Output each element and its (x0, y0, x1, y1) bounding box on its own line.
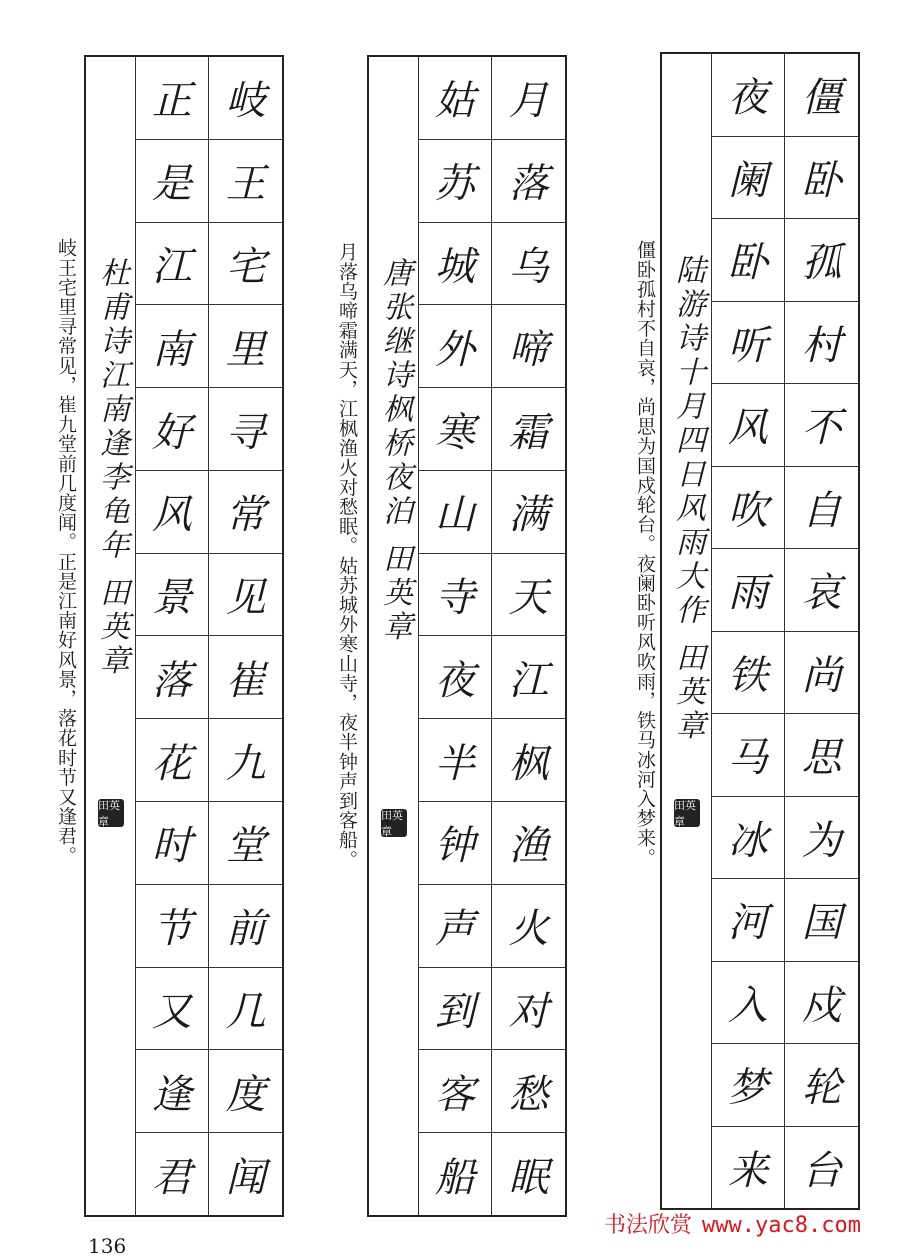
calligraphy-cell: 是 (136, 140, 209, 223)
watermark (604, 1208, 861, 1239)
calligraphy-cell: 船 (434, 1154, 475, 1201)
calligraphy-cell: 景 (136, 554, 209, 637)
calligraphy-cell: 外 (419, 305, 492, 388)
calligraphy-cell: 几 (209, 968, 282, 1051)
calligraphy-cell: 入 (712, 962, 785, 1045)
calligraphy-cell: 夜 (419, 636, 492, 719)
calligraphy-cell: 吹 (712, 467, 785, 550)
seal-stamp: 田英章 (381, 809, 407, 837)
calligraphy-cell: 客 (419, 1050, 492, 1133)
calligraphy-cell: 眠 (508, 1154, 549, 1201)
calligraphy-cell: 梦 (712, 1044, 785, 1127)
calligraphy-cell: 月 (492, 57, 565, 140)
calligraphy-cell: 君 (151, 1154, 192, 1201)
poem-panel-du-fu (84, 55, 284, 1217)
calligraphy-cell: 寺 (419, 554, 492, 637)
poem-panel-zhang-ji (367, 55, 567, 1217)
page-number: 136 (88, 1234, 127, 1258)
calligraphy-cell: 夜 (712, 54, 785, 137)
calligraphy-cell: 啼 (492, 305, 565, 388)
printed-poem-text: 岐王宅里寻常见，崔九堂前几度闻。正是江南好风景，落花时节又逢君。 (55, 238, 77, 866)
calligraphy-cell: 天 (492, 554, 565, 637)
calligraphy-cell: 崔 (209, 636, 282, 719)
calligraphy-cell: 好 (136, 388, 209, 471)
calligraphy-cell: 王 (209, 140, 282, 223)
calligraphy-cell: 思 (785, 714, 858, 797)
calligraphy-cell: 城 (419, 223, 492, 306)
calligraphy-cell: 姑 (419, 57, 492, 140)
calligraphy-cell: 戍 (785, 962, 858, 1045)
calligraphy-cell: 卧 (712, 219, 785, 302)
poem-panel-lu-you (660, 52, 860, 1210)
calligraphy-cell: 九 (209, 719, 282, 802)
printed-poem-text: 僵卧孤村不自哀，尚思为国戍轮台。夜阑卧听风吹雨，铁马冰河入梦来。 (634, 240, 656, 868)
calligraphy-cell: 又 (136, 968, 209, 1051)
right-column (491, 57, 565, 1215)
calligraphy-cell: 河 (712, 879, 785, 962)
calligraphy-cell: 岐 (209, 57, 282, 140)
attribution-column (662, 54, 712, 1208)
calligraphy-cell: 度 (209, 1050, 282, 1133)
calligraphy-cell: 时 (136, 802, 209, 885)
calligraphy-cell: 国 (785, 879, 858, 962)
calligraphy-cell: 愁 (492, 1050, 565, 1133)
calligraphy-cell: 落 (136, 636, 209, 719)
calligraphy-cell: 马 (712, 714, 785, 797)
calligraphy-cell: 不 (785, 384, 858, 467)
calligraphy-cell: 对 (492, 968, 565, 1051)
calligraphy-cell: 村 (785, 302, 858, 385)
calligraphy-cell: 宅 (209, 223, 282, 306)
calligraphy-cell: 花 (136, 719, 209, 802)
calligraphy-cell: 闻 (225, 1154, 266, 1201)
calligraphy-cell: 哀 (785, 549, 858, 632)
calligraphy-cell: 满 (492, 471, 565, 554)
calligraphy-cell: 到 (419, 968, 492, 1051)
calligraphy-cell: 卧 (785, 137, 858, 220)
calligraphy-cell: 逢 (136, 1050, 209, 1133)
calligraphy-cell: 听 (712, 302, 785, 385)
calligraphy-cell: 常 (209, 471, 282, 554)
calligraphy-cell: 来 (727, 1147, 768, 1194)
calligraphy-cell: 霜 (492, 388, 565, 471)
calligraphy-cell: 江 (136, 223, 209, 306)
calligraphy-cell: 尚 (785, 632, 858, 715)
watermark-url: www.yac8.com (702, 1213, 861, 1238)
attribution-text: 唐张继诗枫桥夜泊 田英章 (377, 257, 412, 645)
watermark-label: 书法欣赏 (604, 1213, 693, 1238)
attribution-text: 杜甫诗江南逢李龟年 田英章 (94, 257, 129, 679)
calligraphy-cell: 冰 (712, 797, 785, 880)
calligraphy-cell: 轮 (785, 1044, 858, 1127)
calligraphy-cell: 节 (136, 885, 209, 968)
left-column (136, 57, 209, 1215)
calligraphy-cell: 正 (136, 57, 209, 140)
calligraphy-cell: 枫 (492, 719, 565, 802)
calligraphy-cell: 声 (419, 885, 492, 968)
calligraphy-cell: 半 (419, 719, 492, 802)
attribution-column (86, 57, 136, 1215)
left-column (419, 57, 492, 1215)
calligraphy-cell: 见 (209, 554, 282, 637)
calligraphy-cell: 火 (492, 885, 565, 968)
calligraphy-cell: 乌 (492, 223, 565, 306)
calligraphy-cell: 前 (209, 885, 282, 968)
calligraphy-cell: 风 (712, 384, 785, 467)
calligraphy-cell: 僵 (785, 54, 858, 137)
calligraphy-cell: 寻 (209, 388, 282, 471)
left-column (712, 54, 785, 1208)
printed-poem-text: 月落乌啼霜满天，江枫渔火对愁眠。姑苏城外寒山寺，夜半钟声到客船。 (336, 242, 358, 870)
seal-stamp: 田英章 (674, 799, 700, 827)
calligraphy-cell: 风 (136, 471, 209, 554)
seal-stamp: 田英章 (98, 799, 124, 827)
right-column (784, 54, 858, 1208)
calligraphy-cell: 堂 (209, 802, 282, 885)
attribution-text: 陆游诗十月四日风雨大作 田英章 (670, 254, 705, 744)
calligraphy-cell: 钟 (419, 802, 492, 885)
calligraphy-cell: 江 (492, 636, 565, 719)
calligraphy-cell: 南 (136, 305, 209, 388)
calligraphy-cell: 自 (785, 467, 858, 550)
calligraphy-cell: 铁 (712, 632, 785, 715)
calligraphy-cell: 雨 (712, 549, 785, 632)
calligraphy-cell: 里 (209, 305, 282, 388)
right-column (208, 57, 282, 1215)
calligraphy-cell: 寒 (419, 388, 492, 471)
attribution-column (369, 57, 419, 1215)
calligraphy-cell: 阑 (712, 137, 785, 220)
calligraphy-cell: 孤 (785, 219, 858, 302)
calligraphy-cell: 渔 (492, 802, 565, 885)
calligraphy-cell: 落 (492, 140, 565, 223)
calligraphy-cell: 为 (785, 797, 858, 880)
calligraphy-cell: 山 (419, 471, 492, 554)
calligraphy-cell: 台 (801, 1147, 842, 1194)
calligraphy-cell: 苏 (419, 140, 492, 223)
